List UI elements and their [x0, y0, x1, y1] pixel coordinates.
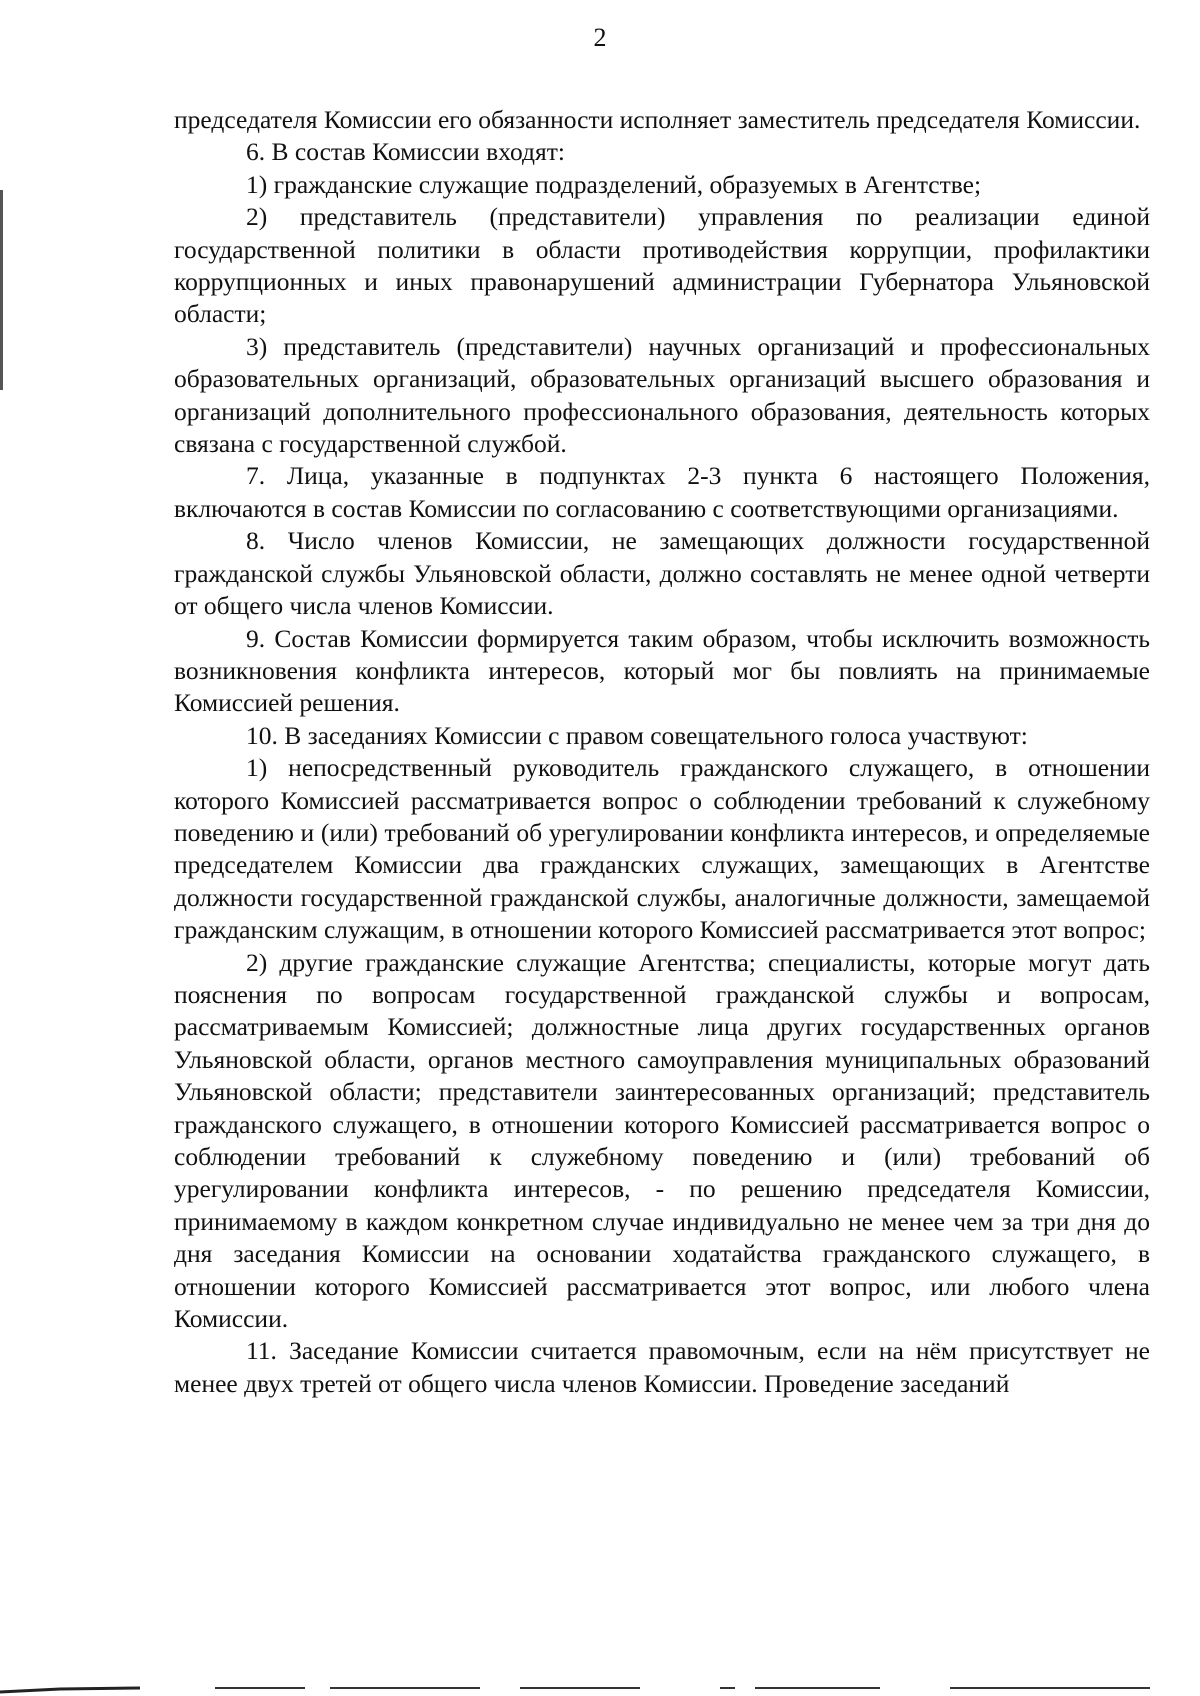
paragraph-item-10-2: 2) другие гражданские служащие Агентства; специалисты, которые могут дать пояснения по вопросам государственной гражданской службы и вопросам, рассматриваемым Комиссией; должностные лица других государственных органов Ульяновской области, органов местного самоуправления муниципальных образований Ульяновской области; представители заинтересованных организаций; представитель гражданского служащего, в отношении которого Комиссией рассматривается вопрос о соблюдении требований к служебному поведению и (или) требований об урегулировании конфликта интересов, - по решению председателя Комиссии, принимаемому в каждом конкретном случае индивидуально не менее чем за три дня до дня заседания Комиссии на основании ходатайства гражданского служащего, в отношении которого Комиссией рассматривается этот вопрос, или любого члена Комиссии.	[174, 947, 1150, 1334]
page-number: 2	[593, 23, 607, 52]
paragraph-item-6-1: 1) гражданские служащие подразделений, образуемых в Агентстве;	[246, 169, 982, 199]
paragraph-item-6-3: 3) представитель (представители) научных организаций и профессиональных образовательных организаций, образовательных организаций высшего образования и организаций дополнительного профессионального образования, деятельность которых связана с государственной службой.	[174, 331, 1150, 459]
paragraph-item-8: 8. Число членов Комиссии, не замещающих должности государственной гражданской службы Ульяновской области, должно составлять не менее одной четверти от общего числа членов Комиссии.	[174, 526, 1150, 621]
scan-edge-mark	[0, 190, 3, 390]
paragraph-continuation: председателя Комиссии его обязанности исполняет заместитель председателя Комиссии.	[174, 105, 1141, 134]
scan-bottom-marks	[0, 1680, 1200, 1696]
paragraph-item-6-2: 2) представитель (представители) управления по реализации единой государственной политики в области противодействия коррупции, профилактики коррупционных и иных правонарушений администрации Губернатора Ульяновской области;	[174, 202, 1150, 329]
paragraph-item-9: 9. Состав Комиссии формируется таким образом, чтобы исключить возможность возникновения конфликта интересов, который мог бы повлиять на принимаемые Комиссией решения.	[174, 623, 1150, 718]
paragraph-item-11: 11. Заседание Комиссии считается правомочным, если на нём присутствует не менее двух третей от общего числа членов Комиссии. Проведение заседаний	[174, 1336, 1150, 1398]
paragraph-item-10: 10. В заседаниях Комиссии с правом совещательного голоса участвуют:	[246, 720, 1028, 750]
document-body	[174, 104, 1150, 1400]
paragraph-item-10-1: 1) непосредственный руководитель гражданского служащего, в отношении которого Комиссией рассматривается вопрос о соблюдении требований к служебному поведению и (или) требований об урегулировании конфликта интересов, и определяемые председателем Комиссии два гражданских служащих, замещающих в Агентстве должности государственной гражданской службы, аналогичные должности, замещаемой гражданским служащим, в отношении которого Комиссией рассматривается этот вопрос;	[174, 753, 1150, 945]
paragraph-item-7: 7. Лица, указанные в подпунктах 2-3 пункта 6 настоящего Положения, включаются в состав Комиссии по согласованию с соответствующими организациями.	[174, 461, 1150, 523]
paragraph-item-6: 6. В состав Комиссии входят:	[246, 137, 565, 167]
